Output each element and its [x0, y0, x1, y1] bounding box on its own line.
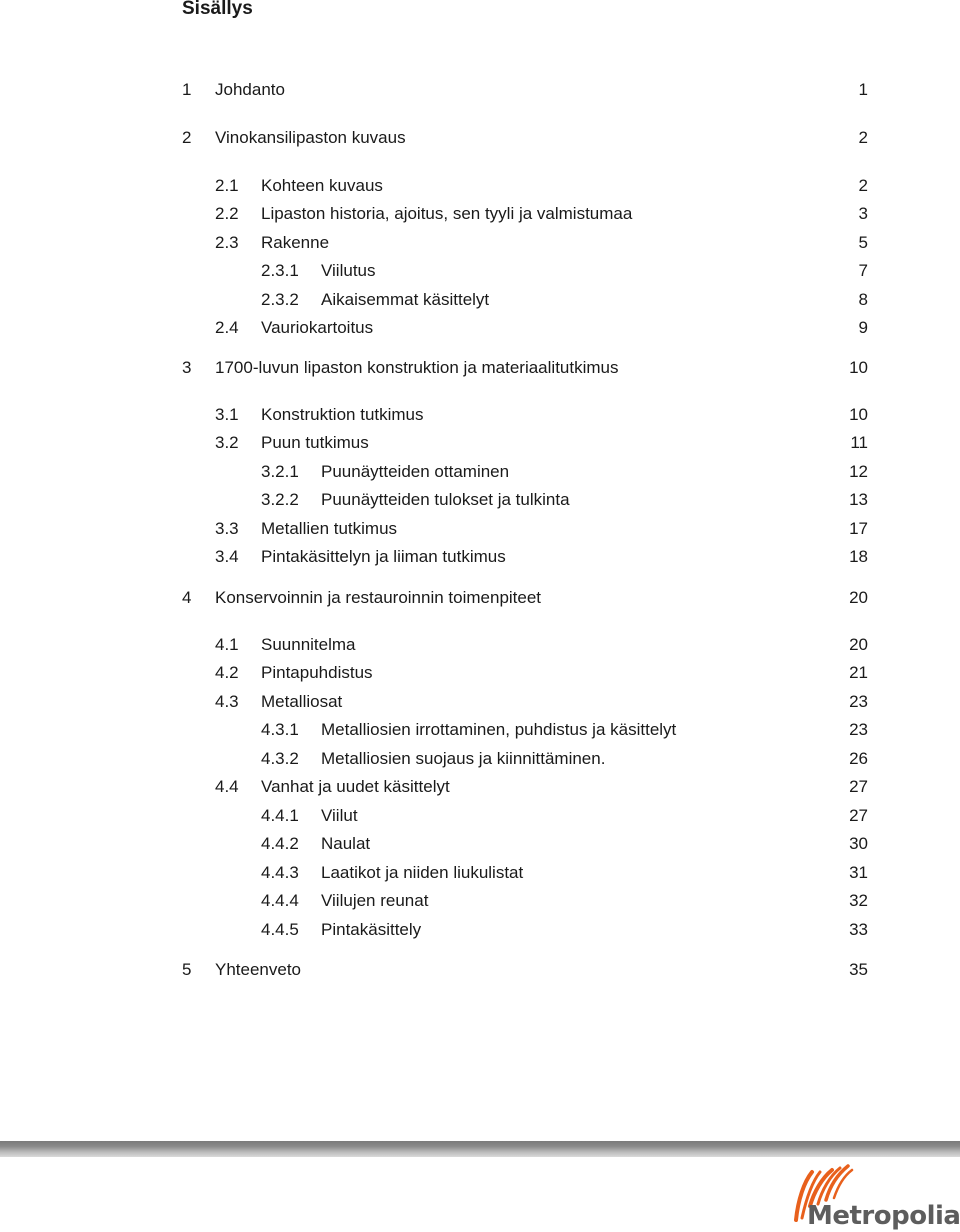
toc-entry[interactable]: [0, 586, 960, 610]
toc-entry-number: 4.1: [215, 635, 239, 654]
toc-entry-number: 4.4.3: [261, 863, 299, 882]
toc-entry[interactable]: [0, 889, 960, 913]
toc-entry-title: Viilutus: [321, 261, 376, 280]
toc-entry-page: 33: [849, 920, 868, 939]
toc-entry-title: Laatikot ja niiden liukulistat: [321, 863, 524, 882]
toc-entry[interactable]: [0, 958, 960, 982]
toc-entry-title: Metalliosien suojaus ja kiinnittäminen.: [321, 749, 606, 768]
toc-entry-title: Konstruktion tutkimus: [261, 405, 424, 424]
toc-entry-title: Metallien tutkimus: [261, 519, 398, 538]
toc-entry-number: 2.1: [215, 176, 239, 195]
toc-entry-title: Viilujen reunat: [321, 891, 429, 910]
toc-entry-page: 10: [849, 358, 868, 377]
toc-entry-title: Puunäytteiden ottaminen: [321, 462, 510, 481]
toc-entry[interactable]: [0, 832, 960, 856]
toc-entry[interactable]: [0, 231, 960, 255]
toc-entry-page: 20: [849, 588, 868, 607]
toc-entry-page: 5: [858, 233, 868, 252]
toc-entry-number: 4.4.4: [261, 891, 299, 910]
toc-entry[interactable]: [0, 288, 960, 312]
toc-entry-page: 13: [849, 490, 868, 509]
toc-entry-number: 3.2: [215, 433, 239, 452]
toc-entry-page: 21: [849, 663, 868, 682]
toc-entry-page: 26: [849, 749, 868, 768]
toc-entry[interactable]: [0, 804, 960, 828]
metropolia-wordmark: Metropolia: [807, 1201, 960, 1231]
toc-entry-page: 1: [858, 80, 868, 99]
toc-entry[interactable]: [0, 126, 960, 150]
toc-entry-title: Johdanto: [215, 80, 285, 99]
toc-entry-number: 3.3: [215, 519, 239, 538]
footer-band: [0, 1141, 960, 1157]
toc-entry-number: 2.4: [215, 318, 239, 337]
toc-entry[interactable]: [0, 718, 960, 742]
toc-entry[interactable]: [0, 78, 960, 102]
toc-entry-number: 2.3.1: [261, 261, 299, 280]
toc-entry[interactable]: [0, 316, 960, 340]
toc-entry-title: Viilut: [321, 806, 358, 825]
toc-entry-title: Vinokansilipaston kuvaus: [215, 128, 406, 147]
toc-entry-number: 4.4.1: [261, 806, 299, 825]
toc-entry-page: 31: [849, 863, 868, 882]
toc-entry[interactable]: [0, 861, 960, 885]
toc-entry[interactable]: [0, 356, 960, 380]
toc-entry-title: Metalliosat: [261, 692, 343, 711]
toc-entry-page: 2: [858, 176, 868, 195]
toc-entry-page: 9: [858, 318, 868, 337]
toc-entry-title: Lipaston historia, ajoitus, sen tyyli ja valmistumaa: [261, 204, 633, 223]
toc-entry-title: Konservoinnin ja restauroinnin toimenpiteet: [215, 588, 542, 607]
toc-entry-number: 4.4.5: [261, 920, 299, 939]
toc-entry-number: 1: [182, 80, 192, 99]
toc-entry-number: 3.2.2: [261, 490, 299, 509]
toc-entry-page: 27: [849, 806, 868, 825]
toc-entry-title: Suunnitelma: [261, 635, 356, 654]
toc-entry-number: 2.3: [215, 233, 239, 252]
toc-entry-number: 4.3.2: [261, 749, 299, 768]
toc-entry-title: Naulat: [321, 834, 371, 853]
toc-entry-number: 4.4: [215, 777, 239, 796]
toc-entry-page: 23: [849, 720, 868, 739]
toc-entry[interactable]: [0, 690, 960, 714]
toc-entry-title: Metalliosien irrottaminen, puhdistus ja käsittelyt: [321, 720, 677, 739]
toc-entry-title: Puun tutkimus: [261, 433, 369, 452]
toc-entry-page: 20: [849, 635, 868, 654]
toc-entry-number: 4.4.2: [261, 834, 299, 853]
toc-entry[interactable]: [0, 633, 960, 657]
page-title: Sisällys: [182, 0, 253, 19]
toc-entry[interactable]: [0, 202, 960, 226]
toc-entry-page: 18: [849, 547, 868, 566]
toc-entry-number: 3: [182, 358, 192, 377]
toc-entry-page: 8: [858, 290, 868, 309]
toc-entry-title: Rakenne: [261, 233, 330, 252]
toc-entry[interactable]: [0, 918, 960, 942]
toc-entry-page: 12: [849, 462, 868, 481]
toc-entry-title: Puunäytteiden tulokset ja tulkinta: [321, 490, 570, 509]
toc-entry-page: 30: [849, 834, 868, 853]
toc-entry-title: 1700-luvun lipaston konstruktion ja materiaalitutkimus: [215, 358, 619, 377]
toc-entry-title: Pintapuhdistus: [261, 663, 373, 682]
toc-entry-number: 4.3: [215, 692, 239, 711]
toc-entry[interactable]: [0, 403, 960, 427]
toc-entry-title: Pintakäsittely: [321, 920, 422, 939]
toc-entry-page: 10: [849, 405, 868, 424]
toc-entry[interactable]: [0, 259, 960, 283]
toc-entry-title: Vanhat ja uudet käsittelyt: [261, 777, 450, 796]
toc-entry[interactable]: [0, 661, 960, 685]
toc-entry-title: Pintakäsittelyn ja liiman tutkimus: [261, 547, 506, 566]
toc-entry-number: 5: [182, 960, 192, 979]
toc-entry[interactable]: [0, 747, 960, 771]
toc-entry-page: 3: [858, 204, 868, 223]
toc-entry-number: 2.2: [215, 204, 239, 223]
toc-entry-title: Kohteen kuvaus: [261, 176, 383, 195]
toc-entry-number: 4: [182, 588, 192, 607]
toc-entry-page: 7: [858, 261, 868, 280]
toc-entry-number: 3.1: [215, 405, 239, 424]
toc-entry[interactable]: [0, 460, 960, 484]
toc-entry-number: 3.4: [215, 547, 239, 566]
toc-entry-page: 27: [849, 777, 868, 796]
toc-entry-number: 2: [182, 128, 192, 147]
toc-entry-title: Vauriokartoitus: [261, 318, 374, 337]
toc-entry-page: 23: [849, 692, 868, 711]
toc-entry[interactable]: [0, 517, 960, 541]
toc-entry-page: 2: [858, 128, 868, 147]
toc-entry[interactable]: [0, 545, 960, 569]
toc-entry-number: 2.3.2: [261, 290, 299, 309]
toc-entry-number: 4.2: [215, 663, 239, 682]
toc-entry-page: 32: [849, 891, 868, 910]
toc-entry-number: 4.3.1: [261, 720, 299, 739]
toc-entry-title: Aikaisemmat käsittelyt: [321, 290, 490, 309]
toc-entry-title: Yhteenveto: [215, 960, 302, 979]
toc-entry[interactable]: [0, 775, 960, 799]
toc-entry[interactable]: [0, 174, 960, 198]
toc-entry[interactable]: [0, 431, 960, 455]
toc-entry-page: 35: [849, 960, 868, 979]
toc-entry-number: 3.2.1: [261, 462, 299, 481]
toc-entry-page: 11: [850, 433, 868, 452]
toc-entry[interactable]: [0, 488, 960, 512]
toc-entry-page: 17: [849, 519, 868, 538]
